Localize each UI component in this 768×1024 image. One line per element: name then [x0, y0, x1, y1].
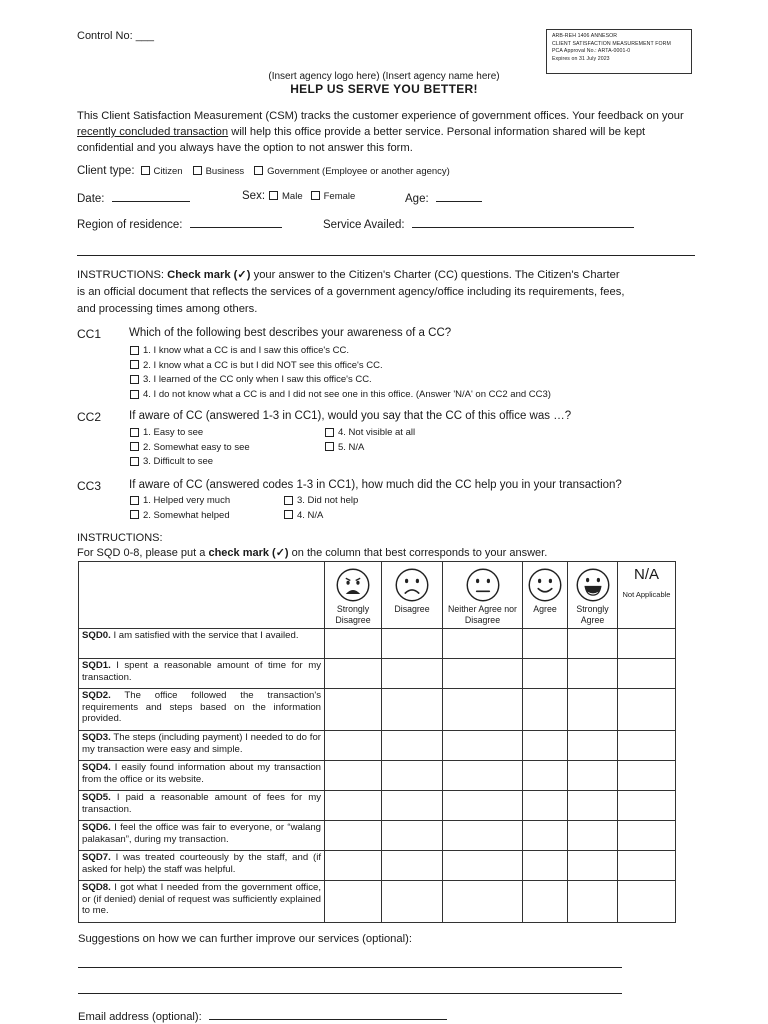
- sqd-text: I feel the office was fair to everyone, or “walang palakasan”, during my transaction.: [82, 822, 321, 845]
- instructions-prefix: INSTRUCTIONS:: [77, 269, 168, 281]
- checkbox-icon: [130, 360, 139, 369]
- sqd-statement: [79, 731, 324, 755]
- sqd-instructions-bold: check mark (✓): [208, 547, 289, 559]
- sex-field-group: [242, 190, 355, 202]
- cc2-options-left: [130, 426, 250, 470]
- date-input[interactable]: [112, 190, 190, 202]
- checkbox-label: Citizen: [153, 165, 183, 177]
- service-field-group: [323, 216, 634, 231]
- sqd-statement: [79, 821, 324, 845]
- checkbox-icon: [130, 496, 139, 505]
- checkbox-icon: [269, 191, 278, 200]
- age-field-group: [405, 190, 482, 205]
- instructions-text: is an official document that reflects the services of a government agency/office including its requirements, fees,: [77, 286, 625, 298]
- cc1-option-2-checkbox[interactable]: [130, 359, 551, 374]
- sqd-answer-cell-neutral[interactable]: [443, 659, 523, 689]
- sqd-code: SQD5.: [82, 792, 111, 803]
- sqd-answer-cell-agree[interactable]: [523, 821, 568, 851]
- instructions-bold: Check mark (✓): [167, 269, 251, 281]
- sqd-answer-cell-strongly-disagree[interactable]: [325, 881, 382, 923]
- sqd-statement: [79, 791, 324, 815]
- option-label: 2. Somewhat helped: [143, 509, 230, 521]
- sqd-answer-cell-strongly-agree[interactable]: [568, 881, 618, 923]
- sqd-answer-cell-strongly-agree[interactable]: [568, 629, 618, 659]
- option-label: 4. I do not know what a CC is and I did not see one in this office. (Answer 'N/A' on CC2 and CC3): [143, 388, 551, 400]
- column-label: Strongly Agree: [576, 604, 609, 625]
- sqd-answer-cell-neutral[interactable]: [443, 689, 523, 731]
- cc2-option-5-checkbox[interactable]: [325, 441, 415, 456]
- sqd-answer-cell-strongly-disagree[interactable]: [325, 731, 382, 761]
- sqd-row: [79, 821, 676, 851]
- sqd-answer-cell-disagree[interactable]: [382, 629, 443, 659]
- option-label: 1. I know what a CC is and I saw this office's CC.: [143, 345, 349, 356]
- sqd-answer-cell-agree[interactable]: [523, 881, 568, 923]
- sqd-answer-cell-disagree[interactable]: [382, 791, 443, 821]
- cc2-option-2-checkbox[interactable]: [130, 441, 250, 456]
- sqd-text: I am satisfied with the service that I availed.: [110, 630, 299, 641]
- sqd-instructions-heading: INSTRUCTIONS:: [77, 532, 163, 544]
- date-label: Date:: [77, 193, 105, 205]
- client-type-citizen-checkbox[interactable]: [141, 166, 183, 177]
- sqd-answer-cell-neutral[interactable]: [443, 821, 523, 851]
- sqd-statement: [79, 629, 324, 642]
- option-label: 1. Easy to see: [143, 427, 204, 438]
- sqd-answer-cell-strongly-disagree[interactable]: [325, 689, 382, 731]
- cc1-question: Which of the following best describes your awareness of a CC?: [129, 327, 452, 339]
- sqd-text: I spent a reasonable amount of time for my transaction.: [82, 660, 321, 683]
- sqd-code: SQD1.: [82, 660, 111, 671]
- checkbox-icon: [311, 191, 320, 200]
- cc2-options-right: [325, 426, 415, 455]
- form-code-line: ARB-REH 1406 ANNESOR: [552, 33, 618, 39]
- sqd-header-row: [79, 562, 676, 629]
- option-label: 5. N/A: [338, 441, 365, 453]
- form-code-line: Expires on 31 July 2023: [552, 55, 610, 62]
- sqd-answer-cell-strongly-agree[interactable]: [568, 761, 618, 791]
- sqd-answer-cell-strongly-disagree[interactable]: [325, 821, 382, 851]
- sqd-answer-cell-not-applicable[interactable]: [618, 851, 676, 881]
- checkbox-icon: [325, 428, 334, 437]
- instructions-text: and processing times among others.: [77, 303, 258, 315]
- sqd-statement: [79, 761, 324, 785]
- na-sublabel: Not Applicable: [622, 590, 671, 599]
- sqd-statement: [79, 881, 324, 917]
- sqd-code: SQD0.: [82, 630, 111, 641]
- instructions-text: your answer to the Citizen's Charter (CC) questions. The Citizen's Charter: [250, 269, 620, 281]
- sqd-row: [79, 851, 676, 881]
- sqd-answer-cell-agree[interactable]: [523, 731, 568, 761]
- cc1-option-4-checkbox[interactable]: [130, 388, 551, 403]
- header-not-applicable: [618, 562, 676, 629]
- option-label: 3. I learned of the CC only when I saw this office's CC.: [143, 374, 372, 386]
- checkbox-icon: [130, 390, 139, 399]
- sqd-answer-cell-strongly-disagree[interactable]: [325, 629, 382, 659]
- sqd-answer-cell-agree[interactable]: [523, 791, 568, 821]
- sqd-answer-cell-agree[interactable]: [523, 659, 568, 689]
- sqd-code: SQD2.: [82, 690, 111, 701]
- checkbox-icon: [141, 166, 150, 175]
- column-label: Disagree: [394, 604, 430, 614]
- sqd-code: SQD8.: [82, 882, 111, 893]
- agency-placeholder-line: (Insert agency logo here) (Insert agency name here): [268, 71, 500, 82]
- option-label: 1. Helped very much: [143, 495, 231, 506]
- cc3-option-3-checkbox[interactable]: [284, 494, 358, 509]
- checkbox-icon: [130, 375, 139, 384]
- sqd-statement: [79, 659, 324, 683]
- header-strongly-disagree: [325, 562, 382, 629]
- sqd-code: SQD6.: [82, 822, 111, 833]
- sqd-answer-cell-agree[interactable]: [523, 851, 568, 881]
- cc3-options-right: [284, 494, 358, 523]
- sad-face-icon: [394, 567, 430, 603]
- sqd-instructions-text: on the column that best corresponds to your answer.: [288, 547, 548, 559]
- cc3-option-4-checkbox[interactable]: [284, 509, 358, 524]
- checkbox-icon: [130, 510, 139, 519]
- column-label: Strongly Disagree: [335, 604, 371, 625]
- checkbox-label: Government (Employee or another agency): [267, 165, 450, 177]
- cc1-options: [130, 344, 551, 402]
- cc2-number: CC2: [77, 410, 102, 424]
- header-strongly-agree: [568, 562, 618, 629]
- sqd-answer-cell-not-applicable[interactable]: [618, 881, 676, 923]
- sqd-answer-cell-agree[interactable]: [523, 761, 568, 791]
- sex-label: Sex:: [242, 190, 266, 202]
- sqd-row: [79, 659, 676, 689]
- sex-female-checkbox[interactable]: [311, 191, 356, 202]
- sqd-answer-cell-strongly-disagree[interactable]: [325, 851, 382, 881]
- sqd-header-blank: [79, 562, 325, 629]
- cc1-option-3-checkbox[interactable]: [130, 373, 551, 388]
- sqd-statement-cell: [79, 731, 325, 761]
- sqd-text: I easily found information about my transaction from the office or its website.: [82, 762, 321, 785]
- sqd-text: The office followed the transaction's requirements and steps based on the information provided.: [82, 690, 321, 725]
- option-label: 2. Somewhat easy to see: [143, 441, 250, 453]
- sqd-row: [79, 731, 676, 761]
- sqd-statement-cell: [79, 689, 325, 731]
- sqd-code: SQD3.: [82, 732, 111, 743]
- cc2-option-1-checkbox[interactable]: [130, 426, 250, 441]
- checkbox-icon: [284, 496, 293, 505]
- email-field-group: [78, 1008, 447, 1023]
- sqd-answer-cell-neutral[interactable]: [443, 851, 523, 881]
- big-smile-face-icon: [575, 567, 611, 603]
- cc1-number: CC1: [77, 327, 102, 341]
- sqd-answer-cell-disagree[interactable]: [382, 689, 443, 731]
- sqd-statement-cell: [79, 659, 325, 689]
- cc3-question: If aware of CC (answered codes 1-3 in CC1), how much did the CC help you in your transaction?: [129, 479, 622, 491]
- age-label: Age:: [405, 193, 429, 205]
- sqd-row: [79, 629, 676, 659]
- column-label: Neither Agree nor Disagree: [448, 604, 517, 625]
- form-code-box: [546, 29, 692, 74]
- sqd-row: [79, 881, 676, 923]
- sqd-statement-cell: [79, 761, 325, 791]
- cc3-options-left: [130, 494, 230, 523]
- sqd-answer-cell-neutral[interactable]: [443, 881, 523, 923]
- sqd-answer-cell-not-applicable[interactable]: [618, 761, 676, 791]
- sqd-answer-cell-neutral[interactable]: [443, 629, 523, 659]
- email-input[interactable]: [209, 1008, 447, 1020]
- option-label: 3. Did not help: [297, 495, 359, 506]
- intro-paragraph: [77, 108, 695, 156]
- client-type-business-checkbox[interactable]: [193, 166, 245, 177]
- sqd-text: The steps (including payment) I needed to do for my transaction were easy and simple.: [82, 732, 321, 755]
- checkbox-icon: [130, 457, 139, 466]
- sqd-answer-cell-not-applicable[interactable]: [618, 689, 676, 731]
- sqd-answer-cell-agree[interactable]: [523, 629, 568, 659]
- sqd-answer-cell-disagree[interactable]: [382, 821, 443, 851]
- sqd-answer-cell-strongly-disagree[interactable]: [325, 659, 382, 689]
- sqd-answer-cell-strongly-disagree[interactable]: [325, 761, 382, 791]
- sqd-answer-cell-strongly-agree[interactable]: [568, 731, 618, 761]
- checkbox-icon: [284, 510, 293, 519]
- column-label: Agree: [533, 604, 557, 614]
- sqd-row: [79, 689, 676, 731]
- service-label: Service Availed:: [323, 219, 405, 231]
- sqd-answer-cell-disagree[interactable]: [382, 659, 443, 689]
- sqd-statement-cell: [79, 629, 325, 659]
- suggestions-line-2[interactable]: [78, 993, 622, 994]
- sqd-answer-cell-not-applicable[interactable]: [618, 791, 676, 821]
- header-agree: [523, 562, 568, 629]
- section-divider: [77, 255, 695, 256]
- sqd-answer-cell-strongly-agree[interactable]: [568, 851, 618, 881]
- sqd-answer-cell-strongly-agree[interactable]: [568, 659, 618, 689]
- sqd-answer-cell-not-applicable[interactable]: [618, 659, 676, 689]
- sqd-table: [78, 561, 676, 923]
- checkbox-label: Business: [205, 165, 245, 177]
- sex-male-checkbox[interactable]: [269, 191, 303, 202]
- checkbox-icon: [130, 428, 139, 437]
- cc3-option-2-checkbox[interactable]: [130, 509, 230, 524]
- cc2-question: If aware of CC (answered 1-3 in CC1), would you say that the CC of this office was …?: [129, 410, 572, 422]
- sqd-answer-cell-disagree[interactable]: [382, 731, 443, 761]
- date-field-group: [77, 190, 190, 205]
- sqd-statement-cell: [79, 821, 325, 851]
- sqd-instructions: [77, 531, 547, 561]
- sqd-answer-cell-strongly-agree[interactable]: [568, 821, 618, 851]
- option-label: 4. N/A: [297, 509, 324, 521]
- sqd-answer-cell-strongly-disagree[interactable]: [325, 791, 382, 821]
- intro-underlined-text: recently concluded transaction: [77, 126, 229, 138]
- intro-text: This Client Satisfaction Measurement (CSM) tracks the customer experience of government offices. Your feedback on your: [77, 110, 684, 122]
- client-type-government-checkbox[interactable]: [254, 166, 450, 177]
- client-type-label: Client type:: [77, 165, 135, 177]
- sqd-answer-cell-strongly-agree[interactable]: [568, 689, 618, 731]
- cc-instructions: [77, 267, 697, 318]
- checkbox-label: Male: [282, 190, 303, 202]
- cc2-option-3-checkbox[interactable]: [130, 455, 250, 470]
- checkbox-icon: [254, 166, 263, 175]
- client-type-row: [77, 165, 450, 177]
- age-input[interactable]: [436, 190, 482, 202]
- very-sad-face-icon: [335, 567, 371, 603]
- checkbox-label: Female: [323, 190, 356, 202]
- region-field-group: [77, 216, 282, 231]
- control-no-label: Control No: ___: [77, 30, 155, 42]
- cc3-number: CC3: [77, 479, 102, 493]
- form-title: HELP US SERVE YOU BETTER!: [290, 82, 478, 96]
- header-neutral: [443, 562, 523, 629]
- form-code-line: PCA Approval No.: ARTA-0001-0: [552, 48, 631, 55]
- cc2-option-4-checkbox[interactable]: [325, 426, 415, 441]
- intro-text: will help this office provide a better service. Personal information shared will be kept confidential and you always have the option to not answer this form.: [77, 126, 646, 154]
- sqd-statement-cell: [79, 791, 325, 821]
- sqd-answer-cell-not-applicable[interactable]: [618, 731, 676, 761]
- sqd-code: SQD7.: [82, 852, 111, 863]
- option-label: 4. Not visible at all: [338, 427, 416, 438]
- header-disagree: [382, 562, 443, 629]
- email-label: Email address (optional):: [78, 1011, 202, 1023]
- sqd-answer-cell-agree[interactable]: [523, 689, 568, 731]
- sqd-answer-cell-not-applicable[interactable]: [618, 629, 676, 659]
- sqd-answer-cell-strongly-agree[interactable]: [568, 791, 618, 821]
- service-input[interactable]: [412, 216, 634, 228]
- sqd-statement-cell: [79, 881, 325, 923]
- option-label: 2. I know what a CC is but I did NOT see this office's CC.: [143, 359, 383, 371]
- sqd-instructions-text: For SQD 0-8, please put a: [77, 547, 209, 559]
- option-label: 3. Difficult to see: [143, 456, 214, 468]
- checkbox-icon: [130, 346, 139, 355]
- sqd-table-body: [79, 629, 676, 923]
- smile-face-icon: [527, 567, 563, 603]
- sqd-row: [79, 761, 676, 791]
- cc1-option-1-checkbox[interactable]: [130, 344, 551, 359]
- sqd-answer-cell-not-applicable[interactable]: [618, 821, 676, 851]
- sqd-answer-cell-disagree[interactable]: [382, 881, 443, 923]
- cc3-option-1-checkbox[interactable]: [130, 494, 230, 509]
- sqd-text: I got what I needed from the government office, or (if denied) denial of request was sufficiently explained to me.: [82, 882, 321, 917]
- checkbox-icon: [325, 442, 334, 451]
- checkbox-icon: [130, 442, 139, 451]
- region-input[interactable]: [190, 216, 282, 228]
- sqd-answer-cell-neutral[interactable]: [443, 761, 523, 791]
- region-label: Region of residence:: [77, 219, 183, 231]
- sqd-answer-cell-neutral[interactable]: [443, 791, 523, 821]
- na-label: N/A: [633, 566, 659, 583]
- sqd-answer-cell-disagree[interactable]: [382, 851, 443, 881]
- sqd-statement: [79, 851, 324, 875]
- suggestions-line-1[interactable]: [78, 967, 622, 968]
- form-code-line: CLIENT SATISFACTION MEASUREMENT FORM: [552, 40, 671, 47]
- neutral-face-icon: [465, 567, 501, 603]
- checkbox-icon: [193, 166, 202, 175]
- sqd-text: I paid a reasonable amount of fees for my transaction.: [82, 792, 321, 815]
- sqd-code: SQD4.: [82, 762, 111, 773]
- suggestions-label: Suggestions on how we can further improve our services (optional):: [78, 933, 412, 945]
- sqd-statement: [79, 689, 324, 725]
- sqd-answer-cell-neutral[interactable]: [443, 731, 523, 761]
- sqd-text: I was treated courteously by the staff, and (if asked for help) the staff was helpful.: [82, 852, 321, 875]
- sqd-answer-cell-disagree[interactable]: [382, 761, 443, 791]
- sqd-row: [79, 791, 676, 821]
- sqd-statement-cell: [79, 851, 325, 881]
